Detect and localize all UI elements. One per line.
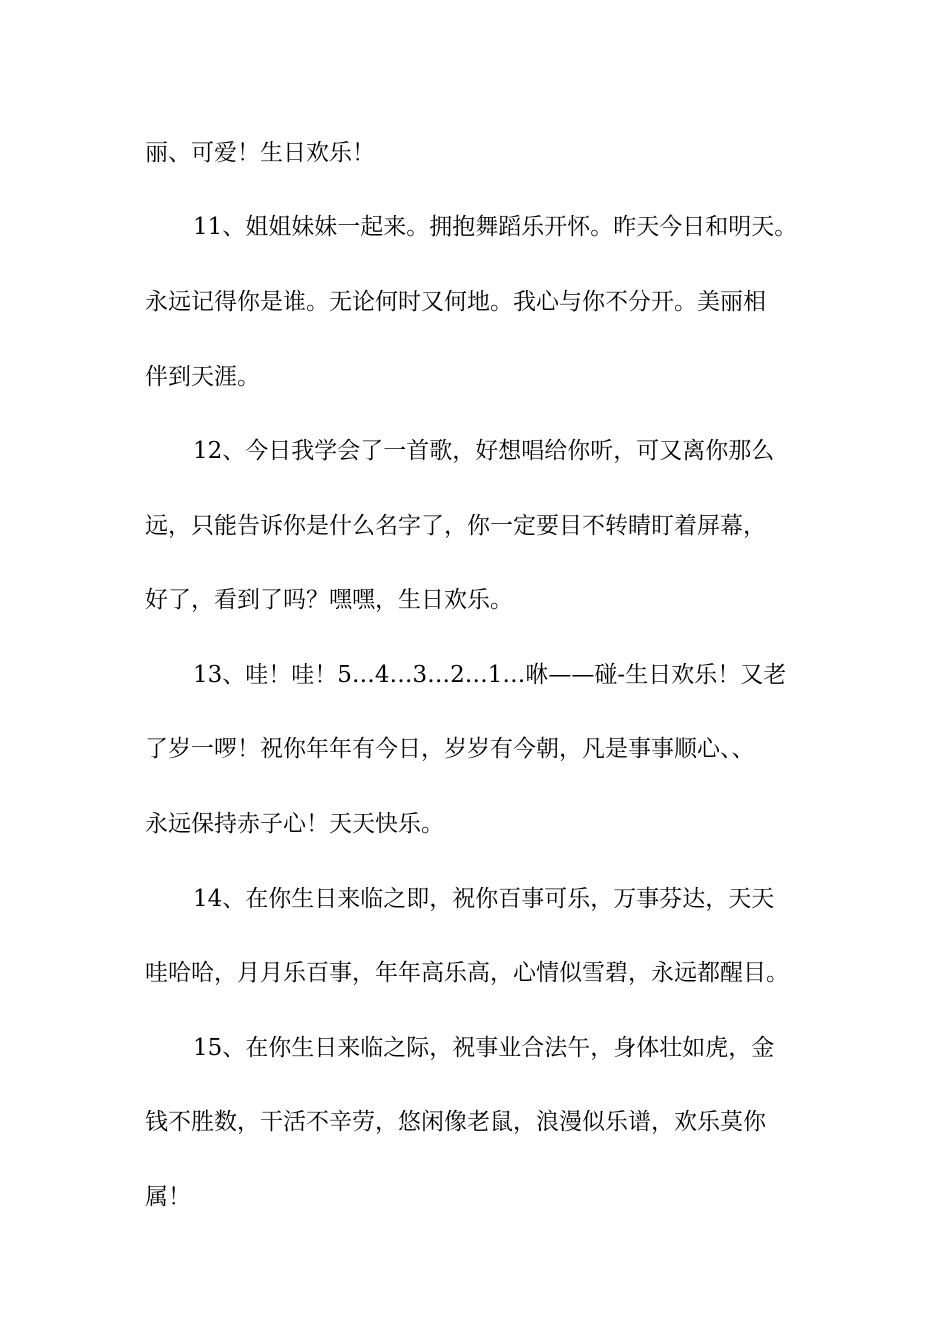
paragraph-12-start: 12、今日我学会了一首歌，好想唱给你听，可又离你那么 — [193, 438, 775, 464]
text-line: 伴到天涯。 — [145, 364, 260, 390]
text-line: 永远记得你是谁。无论何时又何地。我心与你不分开。美丽相 — [145, 289, 766, 315]
text-line: 好了，看到了吗？嘿嘿，生日欢乐。 — [145, 587, 513, 613]
paragraph-13-start: 13、哇！哇！5…4…3…2…1…咻——碰-生日欢乐！又老 — [193, 662, 787, 688]
text-line: 哇哈哈，月月乐百事，年年高乐高，心情似雪碧，永远都醒目。 — [145, 960, 789, 986]
text-line: 永远保持赤子心！天天快乐。 — [145, 811, 444, 837]
paragraph-15-start: 15、在你生日来临之际，祝事业合法午，身体壮如虎，金 — [193, 1035, 775, 1061]
text-line: 了岁一啰！祝你年年有今日，岁岁有今朝，凡是事事顺心、、 — [145, 736, 755, 762]
text-line: 属！ — [145, 1184, 191, 1210]
text-line: 远，只能告诉你是什么名字了，你一定要目不转睛盯着屏幕， — [145, 513, 766, 539]
paragraph-11-start: 11、姐姐妹妹一起来。拥抱舞蹈乐开怀。昨天今日和明天。 — [193, 214, 798, 240]
text-line: 钱不胜数，干活不辛劳，悠闲像老鼠，浪漫似乐谱，欢乐莫你 — [145, 1109, 766, 1135]
paragraph-14-start: 14、在你生日来临之即，祝你百事可乐，万事芬达，天天 — [193, 886, 775, 912]
text-line: 丽、可爱！生日欢乐！ — [145, 140, 375, 166]
